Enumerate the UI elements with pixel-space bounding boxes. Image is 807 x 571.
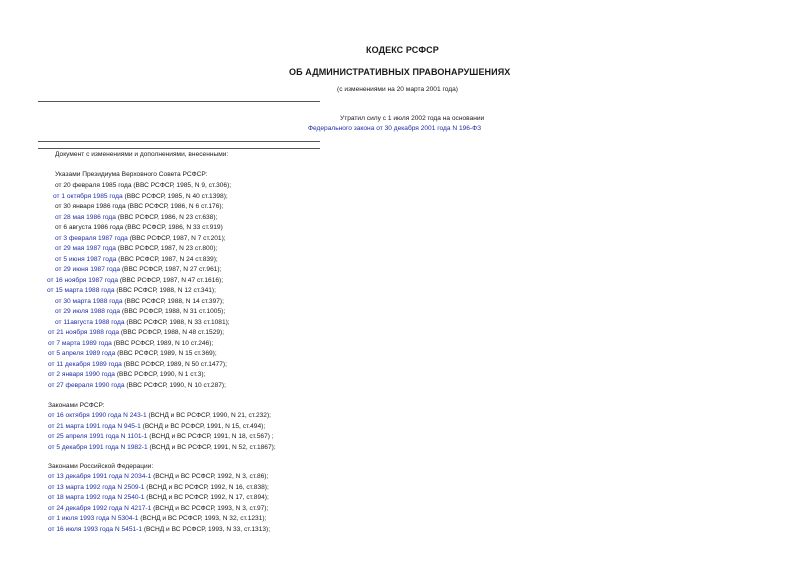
list-item: от 24 декабря 1992 года N 4217-1 (ВСНД и ВС РСФСР, 1993, N 3, ст.97); [48, 504, 269, 512]
decree-link[interactable]: от 16 ноября 1987 года [47, 276, 118, 284]
law-link[interactable]: от 25 апреля 1991 года N 1101-1 [48, 433, 148, 440]
law-link[interactable]: от 16 октября 1990 года N 243-1 [48, 412, 147, 419]
list-item: от 3 февраля 1987 года (ВВС РСФСР, 1987, N 7 ст.201); [55, 234, 226, 242]
list-item: от 28 мая 1986 года (ВВС РСФСР, 1986, N 23 ст.638); [55, 213, 218, 221]
law-link[interactable]: от 18 марта 1992 года N 2540-1 [48, 494, 145, 501]
decree-link[interactable]: от 30 марта 1988 года [55, 297, 123, 305]
decree-link[interactable]: от 29 июля 1988 года [55, 308, 121, 315]
law-link[interactable]: от 24 декабря 1992 года N 4217-1 [48, 504, 152, 512]
list-item: от 2 января 1990 года (ВВС РСФСР, 1990, N 1 ст.3); [48, 371, 206, 378]
decree-link[interactable]: от 27 февраля 1990 года [48, 381, 125, 389]
decree-link[interactable]: от 21 ноября 1988 года [48, 329, 119, 336]
list-item: от 21 марта 1991 года N 945-1 (ВСНД и ВС РСФСР, 1991, N 15, ст.494); [48, 422, 266, 430]
list-item: от 5 июня 1987 года (ВВС РСФСР, 1987, N 24 ст.839); [55, 255, 218, 263]
decree-link[interactable]: от 11августа 1988 года [55, 318, 125, 326]
decree-link[interactable]: от 3 февраля 1987 года [55, 234, 128, 242]
laws-rsfsr-list [48, 411, 276, 453]
list-item: от 16 ноября 1987 года (ВВС РСФСР, 1987, N 47 ст.1616); [47, 276, 224, 284]
status-line: Утратил силу с 1 июля 2002 года на основании [340, 115, 485, 122]
divider-mid-1 [38, 141, 320, 142]
list-item: от 5 апреля 1989 года (ВВС РСФСР, 1989, N 15 ст.369); [48, 350, 217, 357]
list-item: от 27 февраля 1990 года (ВВС РСФСР, 1990, N 10 ст.287); [48, 381, 226, 389]
list-item: от 30 января 1986 года (ВВС РСФСР, 1986, N 6 ст.176); [55, 203, 224, 210]
list-item: от 7 марта 1989 года (ВВС РСФСР, 1989, N 10 ст.246); [48, 339, 214, 347]
list-item: от 20 февраля 1985 года (ВВС РСФСР, 1985, N 9, ст.306); [55, 182, 232, 189]
decree-link[interactable]: от 5 июня 1987 года [55, 255, 117, 263]
divider-mid-2 [38, 148, 320, 149]
document-subtitle: ОБ АДМИНИСТРАТИВНЫХ ПРАВОНАРУШЕНИЯХ [289, 67, 511, 77]
list-item: от 1 июля 1993 года N 5304-1 (ВСНД и ВС РСФСР, 1993, N 32, ст.1231); [48, 515, 267, 522]
list-item: от 29 июля 1988 года (ВВС РСФСР, 1988, N 31 ст.1005); [55, 308, 226, 315]
decrees-heading: Указами Президиума Верховного Совета РСФСР: [55, 171, 208, 178]
list-item: от 21 ноября 1988 года (ВВС РСФСР, 1988, N 48 ст.1529); [48, 329, 225, 336]
list-item: от 30 марта 1988 года (ВВС РСФСР, 1988, N 14 ст.397); [55, 297, 224, 305]
law-link[interactable]: от 16 июля 1993 года N 5451-1 [48, 525, 143, 533]
law-link[interactable]: от 21 марта 1991 года N 945-1 [48, 422, 141, 430]
divider-top [38, 101, 320, 102]
list-item: от 15 марта 1988 года (ВВС РСФСР, 1988, N 12 ст.341); [47, 287, 216, 294]
list-item: от 25 апреля 1991 года N 1101-1 (ВСНД и ВС РСФСР, 1991, N 18, ст.567) ; [48, 433, 274, 440]
decree-link[interactable]: от 11 декабря 1989 года [48, 360, 122, 368]
decree-link[interactable]: от 5 апреля 1989 года [48, 350, 116, 357]
decree-link[interactable]: от 7 марта 1989 года [48, 339, 112, 347]
intro-text: Документ с изменениями и дополнениями, внесенными: [55, 151, 229, 158]
list-item: от 6 августа 1986 года (ВВС РСФСР, 1986, N 33 ст.919) [55, 224, 223, 231]
decree-link[interactable]: от 29 мая 1987 года [55, 245, 116, 252]
decree-link[interactable]: от 15 марта 1988 года [47, 287, 115, 294]
list-item: от 16 октября 1990 года N 243-1 (ВСНД и ВС РСФСР, 1990, N 21, ст.232); [48, 412, 271, 419]
list-item: от 29 июня 1987 года (ВВС РСФСР, 1987, N 27 ст.961); [55, 266, 222, 273]
law-link[interactable]: от 13 декабря 1991 года N 2034-1 [48, 473, 152, 480]
law-link[interactable]: от 1 июля 1993 года N 5304-1 [48, 515, 139, 522]
laws-rf-heading: Законами Российской Федерации: [48, 463, 154, 470]
law-link[interactable]: от 5 декабря 1991 года N 1982-1 [48, 443, 148, 451]
repeal-law-link[interactable]: Федерального закона от 30 декабря 2001 года N 196-ФЗ [308, 125, 482, 132]
laws-rsfsr-heading: Законами РСФСР: [48, 402, 105, 409]
list-item: от 18 марта 1992 года N 2540-1 (ВСНД и ВС РСФСР, 1992, N 17, ст.894); [48, 494, 269, 501]
decrees-list [0, 181, 231, 391]
edition-note: (с изменениями на 20 марта 2001 года) [337, 86, 458, 93]
list-item: от 1 октября 1985 года (ВВС РСФСР, 1985, N 40 ст.1398); [53, 192, 228, 200]
list-item: от 13 декабря 1991 года N 2034-1 (ВСНД и ВС РСФСР, 1992, N 3, ст.86); [48, 473, 269, 480]
law-link[interactable]: от 13 марта 1992 года N 2509-1 [48, 483, 145, 491]
list-item: от 5 декабря 1991 года N 1982-1 (ВСНД и ВС РСФСР, 1991, N 52, ст.1867); [48, 443, 276, 451]
list-item: от 16 июля 1993 года N 5451-1 (ВСНД и ВС РСФСР, 1993, N 33, ст.1313); [48, 525, 271, 533]
decree-link[interactable]: от 28 мая 1986 года [55, 213, 116, 221]
list-item: от 11августа 1988 года (ВВС РСФСР, 1988, N 33 ст.1081); [55, 318, 230, 326]
laws-rf-list [48, 472, 270, 535]
list-item: от 29 мая 1987 года (ВВС РСФСР, 1987, N 23 ст.800); [55, 245, 218, 252]
list-item: от 11 декабря 1989 года (ВВС РСФСР, 1989, N 50 ст.1477); [48, 360, 227, 368]
decree-link[interactable]: от 29 июня 1987 года [55, 266, 121, 273]
decree-link[interactable]: от 1 октября 1985 года [53, 192, 123, 200]
list-item: от 13 марта 1992 года N 2509-1 (ВСНД и ВС РСФСР, 1992, N 16, ст.838); [48, 483, 269, 491]
document-title: КОДЕКС РСФСР [366, 45, 439, 55]
decree-link[interactable]: от 2 января 1990 года [48, 371, 115, 378]
